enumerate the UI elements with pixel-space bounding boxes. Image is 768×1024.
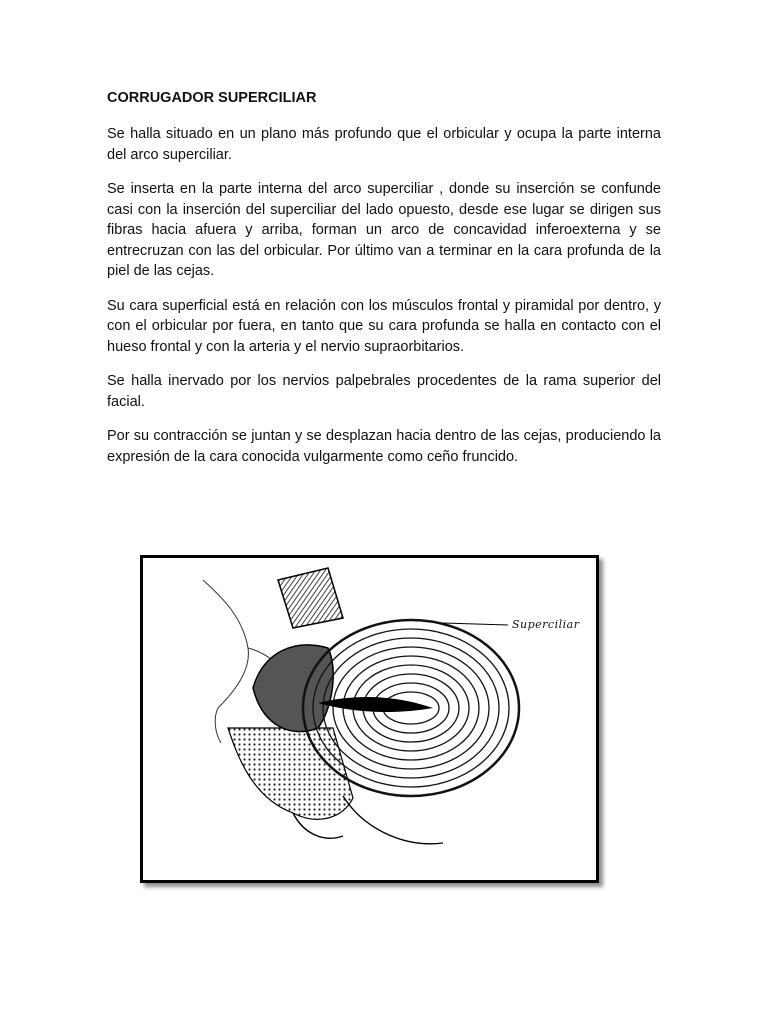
paragraph-5: Por su contracción se juntan y se desplazan hacia dentro de las cejas, produciendo la expresión de la cara conocida vulgarmente como ceño fruncido. <box>107 428 661 465</box>
page-title: CORRUGADOR SUPERCILIAR <box>107 90 317 106</box>
paragraph-2: Se inserta en la parte interna del arco superciliar , donde su inserción se confunde casi con la inserción del superciliar del lado opuesto, desde ese lugar se dirigen sus fibras hacia afuera y arriba, forman un arco de concavidad inferoexterna y se entrecruzan con las del orbicular. Por último van a terminar en la cara profunda de la piel de las cejas. <box>107 181 661 279</box>
anatomy-figure <box>140 555 599 883</box>
figure-label: Superciliar <box>512 618 580 631</box>
document-body <box>107 88 661 481</box>
anatomy-illustration-icon <box>143 558 596 880</box>
paragraph-1: Se halla situado en un plano más profundo que el orbicular y ocupa la parte interna del arco superciliar. <box>107 126 661 163</box>
paragraph-4: Se halla inervado por los nervios palpebrales procedentes de la rama superior del facial. <box>107 373 661 410</box>
paragraph-3: Su cara superficial está en relación con los músculos frontal y piramidal por dentro, y con el orbicular por fuera, en tanto que su cara profunda se halla en contacto con el hueso frontal y con la arteria y el nervio supraorbitarios. <box>107 297 661 355</box>
